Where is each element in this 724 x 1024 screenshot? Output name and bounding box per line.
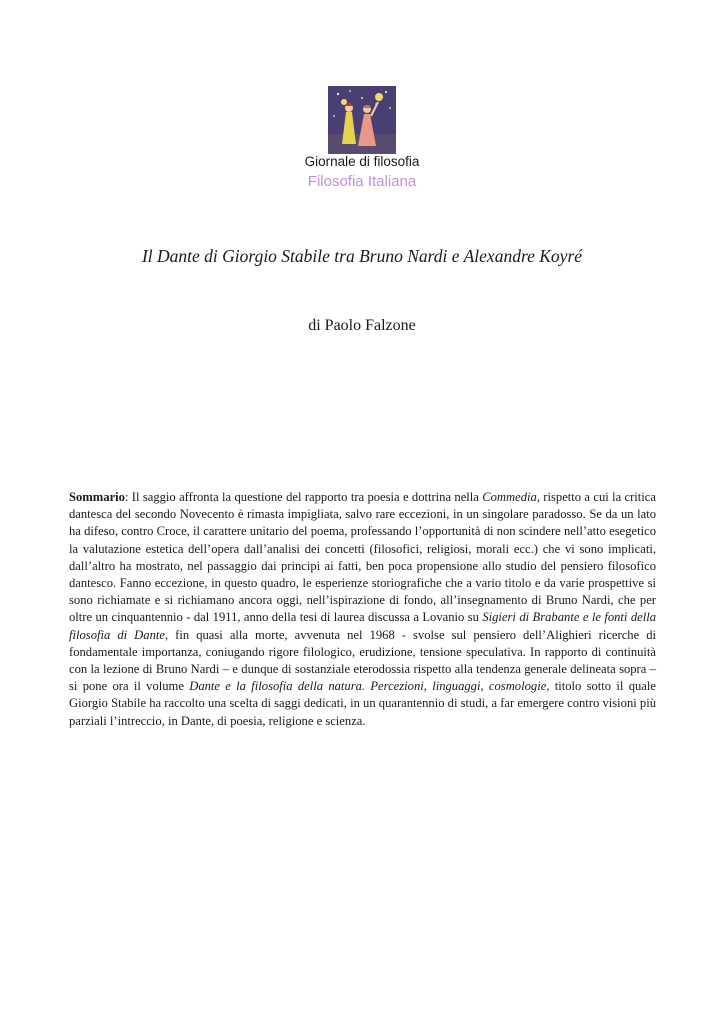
abstract-italic-title: Sigieri di Brabante e le fonti della filosofia di Dante xyxy=(69,610,656,642)
journal-logo-image xyxy=(328,86,396,154)
abstract-text: , fin quasi alla morte, avvenuta nel 1968 - svolse sul pensiero dell’Alighieri ricerche di fondamentale importanza, coniugando rigore filologico, erudizione, tensione speculativa. In rapporto di continuità con la lezione di Bruno Nardi – e dunque di sostanziale eterodossia rispetto alla tendenza generale delineata sopra – si pone ora il volume xyxy=(69,627,657,694)
article-title: Il Dante di Giorgio Stabile tra Bruno Nardi e Alexandre Koyré xyxy=(141,246,583,266)
abstract-text: , rispetto a cui la critica dantesca del secondo Novecento è rimasta impigliata, salvo rare eccezioni, in un singolare paradosso. Se da un lato ha difeso, contro Croce, il carattere unitario del poema, professando l’opportunità di non scindere nell’atto esegetico la valutazione estetica dell’opera dall’analisi dei concetti (filosofici, religiosi, morali ecc.) che vi sono implicati, dall’altro ha mostrato, nel passaggio dai principi ai fatti, ben poca propensione allo studio del pensiero filosofico dantesco. Fanno eccezione, in questo quadro, le esperienze storiografiche che a vario titolo e da varie prospettive si sono richiamate e si richiamano ancora oggi, nell’ispirazione di fondo, all’insegnamento di Bruno Nardi, che per oltre un cinquantennio - dal 1911, anno della tesi di laurea discussa a Lovanio su xyxy=(69,490,656,625)
abstract-paragraph xyxy=(69,489,656,730)
abstract-italic-title: Commedia xyxy=(482,490,537,504)
journal-subtitle: Filosofia Italiana xyxy=(307,173,417,190)
abstract-italic-title: Dante e la filosofia della natura. Percezioni, linguaggi, cosmologie xyxy=(189,679,547,694)
article-author: di Paolo Falzone xyxy=(308,317,416,334)
abstract-text: , titolo sotto il quale Giorgio Stabile ha raccolto una scelta di saggi dedicati, in un quarantennio di studi, a far emergere contro visioni più parziali l’intreccio, in Dante, di poesia, religione e scienza. xyxy=(69,679,656,728)
abstract-text: : Il saggio affronta la questione del rapporto tra poesia e dottrina nella xyxy=(124,490,483,504)
two-figures-icon xyxy=(328,86,396,154)
abstract-label: Sommario xyxy=(69,490,125,504)
journal-name: Giornale di filosofia xyxy=(304,154,420,169)
